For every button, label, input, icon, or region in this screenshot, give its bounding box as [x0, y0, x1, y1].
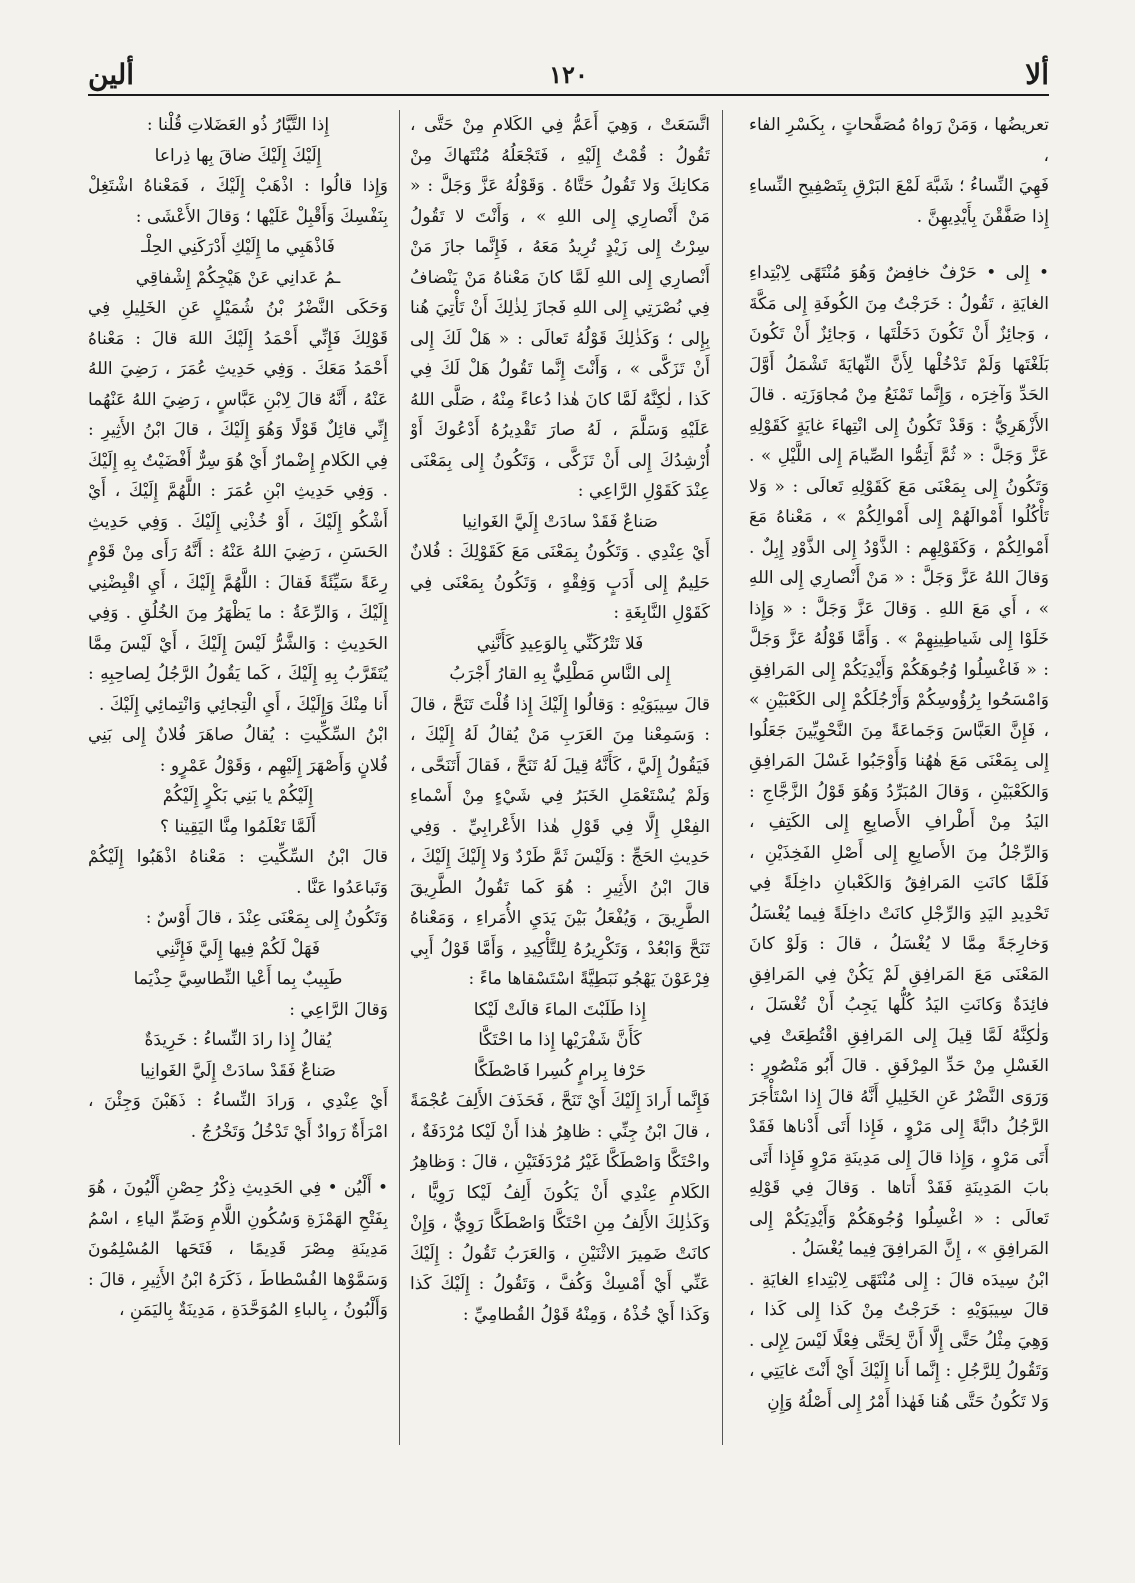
verse-line: إِذا طَلَبْتَ الماءَ قالَتْ لَيْكا	[473, 999, 647, 1020]
verse-line: طَبِيبٌ بِما أَعْيا النِّطاسِيَّ حِذْيَما	[133, 969, 343, 989]
paragraph: وَتَكُونُ إِلى بِمَعْنَى عِنْدَ ، قالَ أَوْسٌ :	[145, 908, 388, 928]
paragraph: أَيْ عِنْدِي . وَتَكُونُ بِمَعْنَى مَعَ كَقَوْلِكَ : فُلانٌ حَلِيمٌ إِلى أَدَبٍ وَفِقْهٍ ، وَتَكُونُ بِمَعْنَى فِي كَقَوْلِ النَّابِغَةِ :	[410, 542, 710, 623]
paragraph: وَقالَ الرَّاعِي :	[289, 999, 388, 1020]
verse-line: فَهَلْ لَكُمْ فِيها إِلَيَّ فَإِنَّنِي	[155, 938, 320, 959]
verse-line: إِلى النَّاسِ مَطْلِيٌّ بِهِ القارُ أَجْرَبُ	[449, 664, 671, 684]
column-left	[88, 110, 388, 1445]
paragraph: أَيْ عِنْدِي ، وَرادَ النِّساءُ : ذَهَبْنَ وَجِئْنَ ، امْرَأَةٌ رَوادٌ أَيْ تَدْخُلُ وَتَخْرُجُ .	[88, 1091, 388, 1142]
entry-ila: • إِلى • حَرْفٌ خافِضٌ وَهُوَ مُنْتَهًى لِابْتِداءِ الغايَةِ ، تَقُولُ : خَرَجْتُ مِنَ الكُوفَةِ إِلى مَكَّةَ ، وَجائِزٌ أَنْ تَكُونَ دَخَلْتَها ، وَجائِزٌ أَنْ تَكُونَ بَلَغْتَها وَلَمْ تَدْخُلْها لِأَنَّ النِّهايَةَ تَشْمَلُ أَوَّلَ الحَدِّ وَآخِرَه ، وَإِنَّما تَمْنَعُ مِنْ مُجاوَزَتِه . قالَ الأَزْهَرِيُّ : وَقَدْ تَكُونُ إِلى انْتِهاءَ غايَةٍ كَقَوْلِهِ عَزَّ وَجَلَّ : « ثُمَّ أَتِمُّوا الصِّيامَ إِلى اللَّيْلِ » . وَتَكُونُ إِلى بِمَعْنَى مَعَ كَقَوْلِهِ تَعالَى : « وَلا تَأْكُلُوا أَمْوالَهُمْ إِلى أَمْوالِكُمْ » ، مَعْناهُ مَعَ أَمْوالِكُمْ ، وَكَقَوْلِهِم : الذَّوْدُ إِلى الذَّوْدِ إِبِلٌ . وَقالَ اللهُ عَزَّ وَجَلَّ : « مَنْ أَنْصارِي إِلى اللهِ » ، أَي مَعَ اللهِ . وَقالَ عَزَّ وَجَلَّ : « وَإِذا خَلَوْا إِلى شَياطِينِهِمْ » . وَأَمَّا قَوْلُهُ عَزَّ وَجَلَّ : « فَاغْسِلُوا وُجُوهَكُمْ وَأَيْدِيَكُمْ إِلى المَرافِقِ وَامْسَحُوا بِرُؤُوسِكُمْ وَأَرْجُلَكُمْ إِلى الكَعْبَيْنِ » ، فَإِنَّ العَبَّاسَ وَجَماعَةً مِنَ النَّحْوِيِّينَ جَعَلُوا إِلى بِمَعْنَى مَعَ هٰهُنا وَأَوْجَبُوا غَسْلَ المَرافِقِ وَالكَعْبَيْنِ ، وَقالَ المُبَرِّدُ وَهُوَ قَوْلُ الزَّجَّاجِ : اليَدُ مِنْ أَطْرافِ الأَصابِعِ إِلى الكَتِفِ ، وَالرِّجْلُ مِنَ الأَصابِعِ إِلى أَصْلِ الفَخِذَيْنِ ، فَلَمَّا كانَتِ المَرافِقُ وَالكَعْبانِ داخِلَةً فِي تَحْدِيدِ اليَدِ وَالرِّجْلِ كانَتْ داخِلَةً فِيما يُغْسَلُ وَخارِجَةً مِمَّا لا يُغْسَلُ ، قالَ : وَلَوْ كانَ المَعْنَى مَعَ المَرافِقِ لَمْ يَكُنْ فِي المَرافِقِ فائِدَةٌ وَكانَتِ اليَدُ كُلُّها يَجِبُ أَنْ تُغْسَلَ ، وَلٰكِنَّهُ لَمَّا قِيلَ إِلى المَرافِقِ اقْتُطِعَتْ فِي الغَسْلِ مِنْ حَدِّ المِرْفَقِ . قالَ أَبُو مَنْصُورٍ : وَرَوَى النَّضْرُ عَنِ الخَلِيلِ أَنَّهُ قالَ إِذا اسْتَأْجَرَ الرَّجُلُ دابَّةً إِلى مَرْوٍ ، فَإِذا أَتَى أَدْناها فَقَدْ أَتَى مَرْوٍ ، وَإِذا قالَ إِلى مَدِينَةِ مَرْوٍ فَإِذا أَتَى بابَ المَدِينَةِ فَقَدْ أَتاها . وَقالَ فِي قَوْلِهِ تَعالَى : « اغْسِلُوا وُجُوهَكُمْ وَأَيْدِيَكُمْ إِلى المَرافِقِ » ، إِنَّ المَرافِقَ فِيما يُغْسَلُ .	[749, 263, 1049, 1259]
verse-line: يُقالُ إِذا رادَ النِّساءُ : خَرِيدَةٌ	[144, 1030, 332, 1050]
verse-line: حَرْفا بِرامٍ كُسِرا فَاصْطَكَّا	[473, 1060, 647, 1081]
paragraph: فَهِيَ النِّساءُ ؛ شَبَّهَ لَمْعَ البَرْقِ بِتَصْفِيحِ النِّساءِ إِذا صَفَّقْنَ بِأَيْدِيهِنَّ .	[749, 176, 1049, 227]
verse-line: إِلَيْكَ إِلَيْكَ ضاقَ بِها ذِراعا	[154, 145, 322, 166]
verse-line: صَناعٌ فَقَدْ سادَتْ إِلَيَّ الغَوانِيا	[140, 1060, 336, 1081]
paragraph: وَحَكَى النَّضْرُ بْنُ شُمَيْلٍ عَنِ الخَلِيلِ فِي قَوْلِكَ فَإِنِّي أَحْمَدُ إِلَيْكَ اللهَ قالَ : مَعْناهُ أَحْمَدُ مَعَكَ . وَفِي حَدِيثِ عُمَرَ ، رَضِيَ اللهُ عَنْهُ ، أَنَّهُ قالَ لِابْنِ عَبَّاسٍ ، رَضِيَ اللهُ عَنْهُما إِنِّي قائِلٌ قَوْلًا وَهُوَ إِلَيْكَ ، قالَ ابْنُ الأَثِيرِ : فِي الكَلامِ إِضْمارٌ أَيْ هُوَ سِرٌّ أَفْضَيْتُ بِهِ إِلَيْكَ . وَفِي حَدِيثِ ابْنِ عُمَرَ : اللَّهُمَّ إِلَيْكَ ، أَيْ أَشْكُو إِلَيْكَ ، أَوْ خُذْنِي إِلَيْكَ . وَفِي حَدِيثِ الحَسَنِ ، رَضِيَ اللهُ عَنْهُ : أَنَّهُ رَأَى مِنْ قَوْمٍ رِعَةً سَيِّئَةً فَقالَ : اللَّهُمَّ إِلَيْكَ ، أَيِ اقْبِضْنِي إِلَيْكَ ، وَالرِّعَةُ : ما يَظْهَرُ مِنَ الخُلُقِ . وَفِي الحَدِيثِ : وَالشَّرُّ لَيْسَ إِلَيْكَ ، أَيْ لَيْسَ مِمَّا يُتَقَرَّبُ بِهِ إِلَيْكَ ، كَما يَقُولُ الرَّجُلُ لِصاحِبِهِ : أَنا مِنْكَ وَإِلَيْكَ ، أَيِ الْتِجائِي وَانْتِمائِي إِلَيْكَ .	[88, 298, 388, 715]
entry-alyun: • أَلْيُن • فِي الحَدِيثِ ذِكْرُ حِصْنِ أَلْيُونَ ، هُوَ بِفَتْحِ الهَمْزَةِ وَسُكُونِ اللَّامِ وَضَمِّ الياءِ ، اسْمُ مَدِينَةِ مِصْرَ قَدِيمًا ، فَتَحَها المُسْلِمُونَ وَسَمَّوْها الفُسْطاطَ ، ذَكَرَهُ ابْنُ الأَثِيرِ ، قالَ : وَأَلْبُونُ ، بِالباءِ المُوَحَّدَةِ ، مَدِينَةٌ بِاليَمَنِ ،	[88, 1178, 388, 1320]
verse-line: إِذا التَّيَّارُ ذُو العَضَلاتِ قُلْنا :	[146, 115, 330, 135]
running-head	[88, 58, 1049, 98]
column-right	[749, 110, 1049, 1445]
column-middle	[410, 110, 710, 1445]
paragraph: ابْنُ سِيدَه قالَ : إِلى مُنْتَهًى لِابْتِداءِ الغايَةِ . قالَ سِيبَوَيْهِ : خَرَجْتُ مِنْ كَذا إِلى كَذا ، وَهِيَ مِثْلُ حَتَّى إِلَّا أَنَّ لِحَتَّى فِعْلًا لَيْسَ لِإِلى . وَتَقُولُ لِلرَّجُلِ : إِنَّما أَنا إِلَيْكَ أَيْ أَنْتَ غايَتِي ، وَلا تَكُونُ حَتَّى هُنا فَهٰذا أَمْرُ إِلى أَصْلُهُ وَإِنِ	[749, 1269, 1049, 1412]
paragraph: اتَّسَعَتْ ، وَهِيَ أَعَمُّ فِي الكَلامِ مِنْ حَتَّى ، تَقُولُ : قُمْتُ إِلَيْهِ ، فَتَجْعَلُهُ مُنْتَهاكَ مِنْ مَكانِكَ وَلا تَقُولُ حَتَّاهُ . وَقَوْلُهُ عَزَّ وَجَلَّ : « مَنْ أَنْصارِي إِلى اللهِ » ، وَأَنْتَ لا تَقُولُ سِرْتُ إِلى زَيْدٍ تُرِيدُ مَعَهُ ، فَإِنَّما جازَ مَنْ أَنْصارِي إِلى اللهِ لَمَّا كانَ مَعْناهُ مَنْ يَنْضافُ فِي نُصْرَتِي إِلى اللهِ فَجازَ لِذٰلِكَ أَنْ تَأْتِيَ هُنا بِإِلى ؛ وَكَذٰلِكَ قَوْلُهُ تَعالَى : « هَلْ لَكَ إِلى أَنْ تَزَكَّى » ، وَأَنْتَ إِنَّما تَقُولُ هَلْ لَكَ فِي كَذا ، لٰكِنَّهُ لَمَّا كانَ هٰذا دُعاءً مِنْهُ ، صَلَّى اللهُ عَلَيْهِ وَسَلَّمَ ، لَهُ صارَ تَقْدِيرُهُ أَدْعُوكَ أَوْ أُرْشِدُكَ إِلى أَنْ تَزَكَّى ، وَتَكُونُ إِلى بِمَعْنَى عِنْدَ كَقَوْلِ الرَّاعِي :	[410, 115, 710, 501]
column-divider	[722, 110, 723, 1445]
paragraph: فَإِنَّما أَرادَ إِلَيْكَ أَيْ تَنَحَّ ، فَحَذَفَ الأَلِفَ عُجْمَةً ، قالَ ابْنُ جِنِّي : ظاهِرُ هٰذا أَنْ لَيْكا مُرْدَفَةٌ ، واحْتَكَّا وَاصْطَكَّا غَيْرُ مُرْدَفَتَيْنِ ، قالَ : وَظاهِرُ الكَلامِ عِنْدِي أَنْ يَكُونَ أَلِفُ لَيْكا رَوِيًّا ، وَكَذٰلِكَ الأَلِفُ مِنِ احْتَكَّا وَاصْطَكَّا رَوِيٌّ ، وَإِنْ كانَتْ ضَمِيرَ الاثْنَيْنِ ، وَالعَرَبُ تَقُولُ : إِلَيْكَ عَنِّي أَيْ أَمْسِكْ وَكُفَّ ، وَتَقُولُ : إِلَيْكَ كَذا وَكَذا أَيْ خُذْهُ ، وَمِنْهُ قَوْلُ القُطامِيِّ :	[410, 1091, 710, 1325]
verse-line: ـمُ عَدانِي عَنْ هَيْجِكُمْ إِشْفاقِي	[135, 267, 341, 288]
verse-line: فَاذْهَبِي ما إِلَيْكِ أَدْرَكَنِي الحِلْـ	[141, 237, 335, 257]
paragraph: وَإِذا قالُوا : اذْهَبْ إِلَيْكَ ، فَمَعْناهُ اشْتَغِلْ بِنَفْسِكَ وَأَقْبِلْ عَلَيْها ؛ وَقالَ الأَعْشَى :	[88, 176, 388, 227]
verse-line: إِلَيْكُمْ يا بَنِي بَكْرٍ إِلَيْكُمْ	[162, 786, 314, 806]
header-rule	[88, 94, 1049, 96]
paragraph: قالَ سِيبَوَيْهِ : وَقالُوا إِلَيْكَ إِذا قُلْتَ تَنَحَّ ، قالَ : وَسَمِعْنا مِنَ العَرَبِ مَنْ يُقالُ لَهُ إِلَيْكَ ، فَيَقُولُ إِلَيَّ ، كَأَنَّهُ قِيلَ لَهُ تَنَحَّ ، فَقالَ أَتَنَحَّى ، وَلَمْ يُسْتَعْمَلِ الخَبَرُ فِي شَيْءٍ مِنْ أَسْماءِ الفِعْلِ إِلَّا فِي قَوْلِ هٰذا الأَعْرابِيِّ . وَفِي حَدِيثِ الحَجِّ : وَلَيْسَ ثَمَّ طَرْدٌ وَلا إِلَيْكَ إِلَيْكَ ، قالَ ابْنُ الأَثِيرِ : هُوَ كَما تَقُولُ الطَّرِيقَ الطَّرِيقَ ، وَيُفْعَلُ بَيْنَ يَدَيِ الأُمَراءِ ، وَمَعْناهُ تَنَحَّ وَابْعُدْ ، وَتَكْرِيرُهُ لِلتَّأْكِيدِ ، وَأَمَّا قَوْلُ أَبِي فِرْعَوْنَ يَهْجُو نَبَطِيَّةً اسْتَسْقاها ماءً :	[410, 694, 710, 989]
running-head-last-word: ألين	[88, 58, 135, 91]
paragraph: ابْنُ السِّكِّيتِ : يُقالُ صاهَرَ فُلانٌ إِلى بَنِي فُلانٍ وَأَصْهَرَ إِلَيْهِم ، وَقَوْلُ عَمْرٍو :	[88, 725, 388, 776]
running-head-first-word: ألا	[1025, 58, 1049, 91]
column-divider	[399, 110, 400, 1445]
verse-line: صَناعٌ فَقَدْ سادَتْ إِلَيَّ الغَوانِيا	[462, 511, 658, 532]
verse-line: أَلَمَّا تَعْلَمُوا مِنَّا اليَقِينا ؟	[160, 816, 316, 837]
verse-line: كَأَنَّ شَفْرَيْها إِذا ما احْتَكَّا	[478, 1030, 642, 1050]
verse-line: فَلا تَتْرُكَنِّي بِالوَعِيدِ كَأَنَّنِي	[476, 633, 644, 654]
paragraph: تعريضُها ، وَمَنْ رَواهُ مُصَفَّحاتٍ ، بِكَسْرِ الفاء ،	[749, 115, 1049, 166]
page-number: ١٢٠	[549, 60, 588, 89]
paragraph: قالَ ابْنُ السِّكِّيتِ : مَعْناهُ اذْهَبُوا إِلَيْكُمْ وَتَباعَدُوا عَنَّا .	[88, 847, 388, 898]
